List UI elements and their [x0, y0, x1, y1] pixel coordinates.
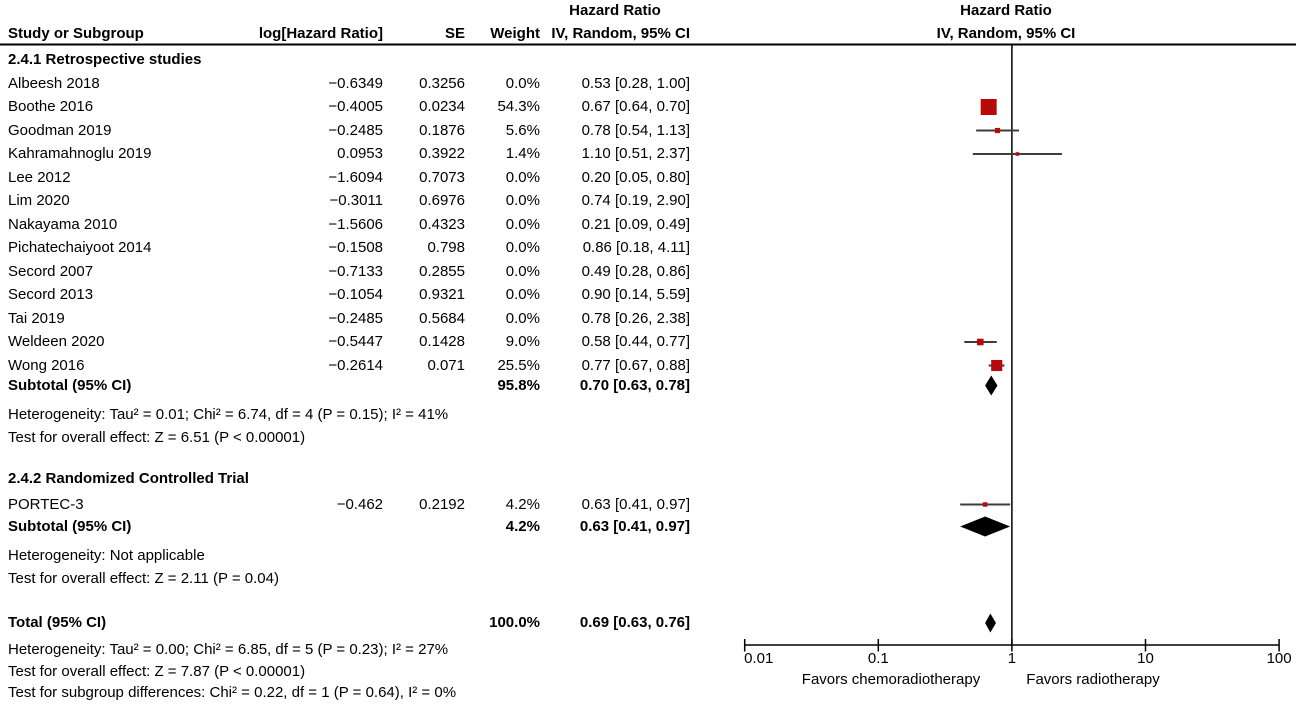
study-row-log: −0.2485 — [328, 309, 383, 327]
study-row-ci: 0.77 [0.67, 0.88] — [581, 356, 690, 374]
study-row-name: Weldeen 2020 — [8, 333, 105, 350]
study-row-w: 0.0% — [505, 192, 540, 209]
study-row-log: −0.3011 — [329, 192, 383, 209]
study-row-log: −0.1508 — [328, 239, 383, 256]
study-row-name: Lee 2012 — [8, 168, 71, 186]
study-row-name: Goodman 2019 — [8, 121, 112, 139]
weight-column-header: Weight — [490, 25, 540, 42]
subgroup-differences-note-name: Test for subgroup differences: Chi² = 0.22, df = 1 (P = 0.64), I² = 0% — [8, 684, 457, 701]
study-row-ci: 0.74 [0.19, 2.90] — [581, 192, 690, 209]
heterogeneity-note-name: Heterogeneity: Not applicable — [8, 546, 205, 564]
total-heterogeneity-note-name: Heterogeneity: Tau² = 0.00; Chi² = 6.85, df = 5 (P = 0.23); I² = 27% — [8, 640, 449, 658]
subtotal-row-name: Subtotal (95% CI) — [8, 376, 132, 394]
study-row-log: −0.462 — [336, 495, 383, 513]
study-row-log: −0.2485 — [328, 121, 383, 139]
study-row-se: 0.7073 — [419, 168, 465, 186]
study-row-log: −0.2614 — [328, 356, 383, 374]
subgroup-title-name: 2.4.2 Randomized Controlled Trial — [8, 470, 249, 487]
subtotal-diamond — [960, 517, 1010, 537]
study-row-name: Albeesh 2018 — [8, 74, 100, 92]
study-row-ci: 0.63 [0.41, 0.97] — [581, 495, 690, 513]
study-row-se: 0.2192 — [419, 495, 465, 513]
study-row-log: −1.5606 — [328, 215, 383, 233]
study-row-name: Boothe 2016 — [8, 98, 94, 115]
effect-method-header: IV, Random, 95% CI — [551, 25, 690, 42]
study-row-se: 0.9321 — [419, 286, 465, 303]
favors-right-label: Favors radiotherapy — [1026, 671, 1160, 688]
effect-square — [1016, 152, 1020, 156]
total-row-w: 100.0% — [489, 614, 540, 631]
study-row-name: Tai 2019 — [8, 309, 65, 327]
study-row-ci: 0.86 [0.18, 4.11] — [582, 239, 690, 256]
effect-square — [977, 339, 984, 346]
total-row-name: Total (95% CI) — [8, 614, 107, 631]
x-axis-tick-label: 0.01 — [744, 650, 774, 667]
study-row-se: 0.0234 — [419, 98, 465, 115]
x-axis-tick-label: 10 — [1137, 650, 1154, 667]
loghr-column-header: log[Hazard Ratio] — [258, 25, 383, 42]
total-diamond — [985, 614, 996, 633]
study-row-w: 0.0% — [505, 309, 540, 327]
study-row-ci: 0.78 [0.26, 2.38] — [581, 309, 690, 327]
study-row-ci: 0.21 [0.09, 0.49] — [581, 215, 690, 233]
study-row-se: 0.798 — [427, 239, 465, 256]
study-row-ci: 0.67 [0.64, 0.70] — [581, 98, 690, 115]
study-row-se: 0.3922 — [419, 145, 465, 162]
study-row-ci: 0.90 [0.14, 5.59] — [581, 286, 690, 303]
study-row-log: −0.1054 — [328, 286, 383, 303]
effect-column-title: Hazard Ratio — [569, 2, 661, 19]
study-row-w: 9.0% — [505, 333, 540, 350]
study-row-log: −0.4005 — [328, 98, 383, 115]
heterogeneity-note-name: Heterogeneity: Tau² = 0.01; Chi² = 6.74, df = 4 (P = 0.15); I² = 41% — [8, 405, 449, 423]
plot-method-header: IV, Random, 95% CI — [936, 25, 1076, 42]
study-row-ci: 0.53 [0.28, 1.00] — [581, 74, 690, 92]
study-row-name: Wong 2016 — [8, 356, 85, 374]
x-axis-tick-label: 0.1 — [867, 650, 889, 667]
x-axis-tick-label: 100 — [1266, 650, 1292, 667]
study-row-w: 25.5% — [497, 356, 540, 374]
total-overall-effect-note-name: Test for overall effect: Z = 7.87 (P < 0.00001) — [8, 662, 306, 680]
study-row-w: 0.0% — [505, 74, 540, 92]
study-row-se: 0.5684 — [419, 309, 465, 327]
study-row-w: 1.4% — [505, 145, 540, 162]
study-row-name: Pichatechaiyoot 2014 — [8, 239, 152, 256]
study-row-log: −0.7133 — [328, 262, 383, 280]
study-row-se: 0.1428 — [419, 333, 465, 350]
effect-square — [995, 128, 1000, 133]
total-row-ci: 0.69 [0.63, 0.76] — [579, 614, 690, 631]
study-row-log: −1.6094 — [328, 168, 383, 186]
se-column-header: SE — [444, 25, 465, 42]
study-row-w: 0.0% — [505, 239, 540, 256]
study-row-se: 0.1876 — [419, 121, 465, 139]
study-row-name: Kahramahnoglu 2019 — [8, 145, 152, 162]
study-row-name: Lim 2020 — [8, 192, 70, 209]
subtotal-row-w: 4.2% — [505, 517, 540, 535]
study-row-w: 0.0% — [505, 168, 540, 186]
overall-effect-note-name: Test for overall effect: Z = 2.11 (P = 0.04) — [8, 569, 279, 587]
study-column-header: Study or Subgroup — [8, 25, 144, 42]
study-row-log: −0.5447 — [328, 333, 383, 350]
study-row-name: Secord 2013 — [8, 286, 94, 303]
subtotal-row-name: Subtotal (95% CI) — [8, 517, 132, 535]
effect-square — [981, 99, 997, 115]
x-axis-tick-label: 1 — [1007, 650, 1017, 667]
study-row-ci: 0.78 [0.54, 1.13] — [581, 121, 690, 139]
favors-left-label: Favors chemoradiotherapy — [801, 671, 981, 688]
subtotal-row-ci: 0.63 [0.41, 0.97] — [579, 517, 690, 535]
study-row-se: 0.4323 — [419, 215, 465, 233]
subgroup-title-name: 2.4.1 Retrospective studies — [8, 50, 202, 68]
overall-effect-note-name: Test for overall effect: Z = 6.51 (P < 0.00001) — [8, 428, 306, 446]
study-row-ci: 0.58 [0.44, 0.77] — [581, 333, 690, 350]
study-row-name: Nakayama 2010 — [8, 215, 118, 233]
subtotal-row-w: 95.8% — [497, 376, 540, 394]
study-row-w: 0.0% — [505, 286, 540, 303]
study-row-name: PORTEC-3 — [8, 495, 84, 513]
study-row-se: 0.3256 — [419, 74, 465, 92]
study-row-w: 0.0% — [505, 215, 540, 233]
study-row-w: 5.6% — [505, 121, 540, 139]
study-row-se: 0.6976 — [419, 192, 465, 209]
study-row-ci: 1.10 [0.51, 2.37] — [581, 145, 690, 162]
study-row-w: 4.2% — [505, 495, 540, 513]
study-row-name: Secord 2007 — [8, 262, 94, 280]
study-row-se: 0.2855 — [419, 262, 465, 280]
effect-square — [991, 360, 1002, 371]
subtotal-row-ci: 0.70 [0.63, 0.78] — [579, 376, 690, 394]
study-row-log: 0.0953 — [337, 145, 383, 162]
study-row-ci: 0.49 [0.28, 0.86] — [581, 262, 690, 280]
effect-square — [983, 502, 988, 507]
study-row-log: −0.6349 — [328, 74, 383, 92]
study-row-ci: 0.20 [0.05, 0.80] — [581, 168, 690, 186]
subtotal-diamond — [985, 376, 997, 396]
study-row-se: 0.071 — [427, 356, 465, 374]
study-row-w: 0.0% — [505, 262, 540, 280]
plot-column-title: Hazard Ratio — [960, 2, 1052, 19]
study-row-w: 54.3% — [497, 98, 540, 115]
